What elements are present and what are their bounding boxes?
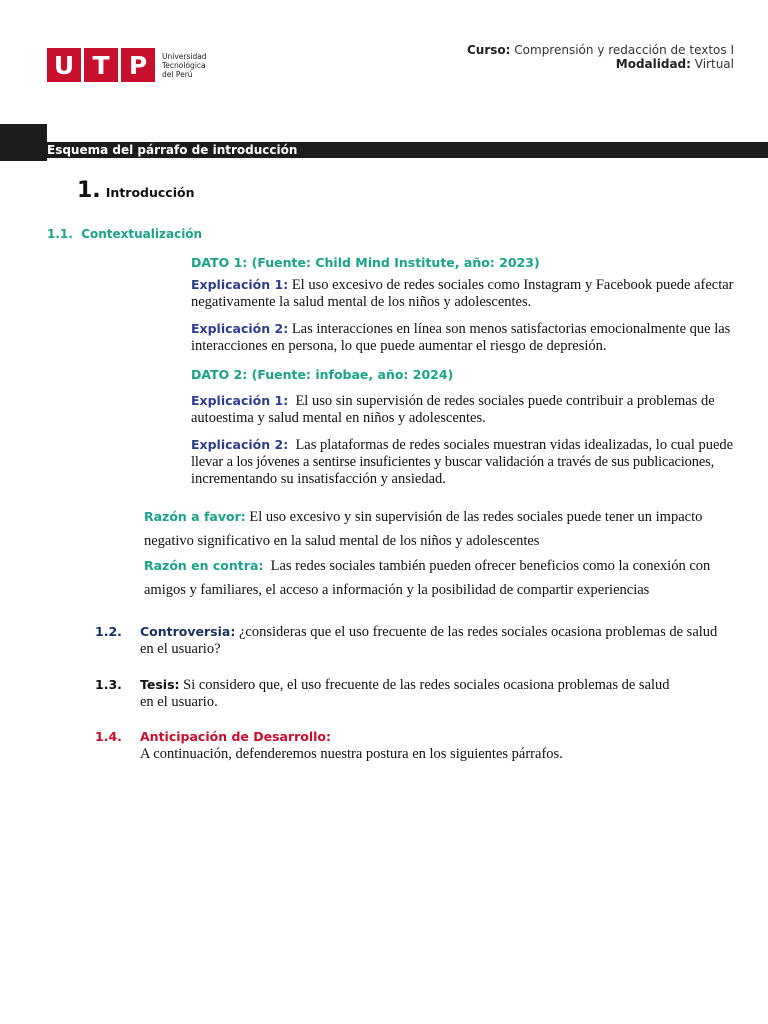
anticipacion-desarrollo: Anticipación de Desarrollo: A continuación, defenderemos nuestra postura en los siguientes párrafos.	[140, 729, 563, 762]
logo-letter-p: P	[121, 48, 155, 82]
razon-en-contra: Razón en contra: Las redes sociales también pueden ofrecer beneficios como la conexión con amigos y familiares, el acceso a información y la posibilidad de compartir experiencias	[144, 558, 711, 598]
dato1-explicacion2: Explicación 2: Las interacciones en línea son menos satisfactorias emocionalmente que las interacciones en persona, lo que puede aumentar el riesgo de depresión.	[191, 321, 731, 354]
tesis: Tesis: Si considero que, el uso frecuente de las redes sociales ocasiona problemas de salud en el usuario.	[140, 677, 670, 710]
section-heading: 1. Introducción	[77, 178, 195, 203]
subsection-1-3-number: 1.3.	[95, 677, 122, 692]
curso-line: Curso: Comprensión y redacción de textos I	[467, 43, 734, 57]
dato2-explicacion2: Explicación 2: Las plataformas de redes sociales muestran vidas idealizadas, lo cual puede llevar a los jóvenes a sentirse insuficientes y buscar validación a través de sus publicaciones, incrementando su insatisfacción y ansiedad.	[191, 437, 734, 487]
section-bar-title: Esquema del párrafo de introducción	[47, 142, 768, 158]
logo-letter-u: U	[47, 48, 81, 82]
logo-letter-t: T	[84, 48, 118, 82]
dato1-explicacion1: Explicación 1: El uso excesivo de redes sociales como Instagram y Facebook puede afectar negativamente la salud mental de los niños y adolescentes.	[191, 277, 734, 310]
dato1-heading: DATO 1: (Fuente: Child Mind Institute, año: 2023)	[191, 255, 540, 270]
razon-a-favor: Razón a favor: El uso excesivo y sin supervisión de las redes sociales puede tener un impacto negativo significativo en la salud mental de los niños y adolescentes	[144, 509, 703, 549]
utp-logo	[47, 48, 207, 82]
subsection-1-4-number: 1.4.	[95, 729, 122, 744]
decorative-black-block	[0, 124, 47, 161]
dato2-heading: DATO 2: (Fuente: infobae, año: 2024)	[191, 367, 454, 382]
logo-university-name: Universidad Tecnológica del Perú	[162, 51, 207, 79]
modalidad-line: Modalidad: Virtual	[615, 57, 734, 71]
dato2-explicacion1: Explicación 1: El uso sin supervisión de redes sociales puede contribuir a problemas de autoestima y salud mental en niños y adolescentes.	[191, 393, 715, 426]
course-header	[467, 43, 734, 71]
subsection-1-1-heading: 1.1. Contextualización	[47, 227, 203, 241]
controversia: Controversia: ¿consideras que el uso frecuente de las redes sociales ocasiona problemas de salud en el usuario?	[140, 624, 718, 657]
subsection-1-2-number: 1.2.	[95, 624, 122, 639]
